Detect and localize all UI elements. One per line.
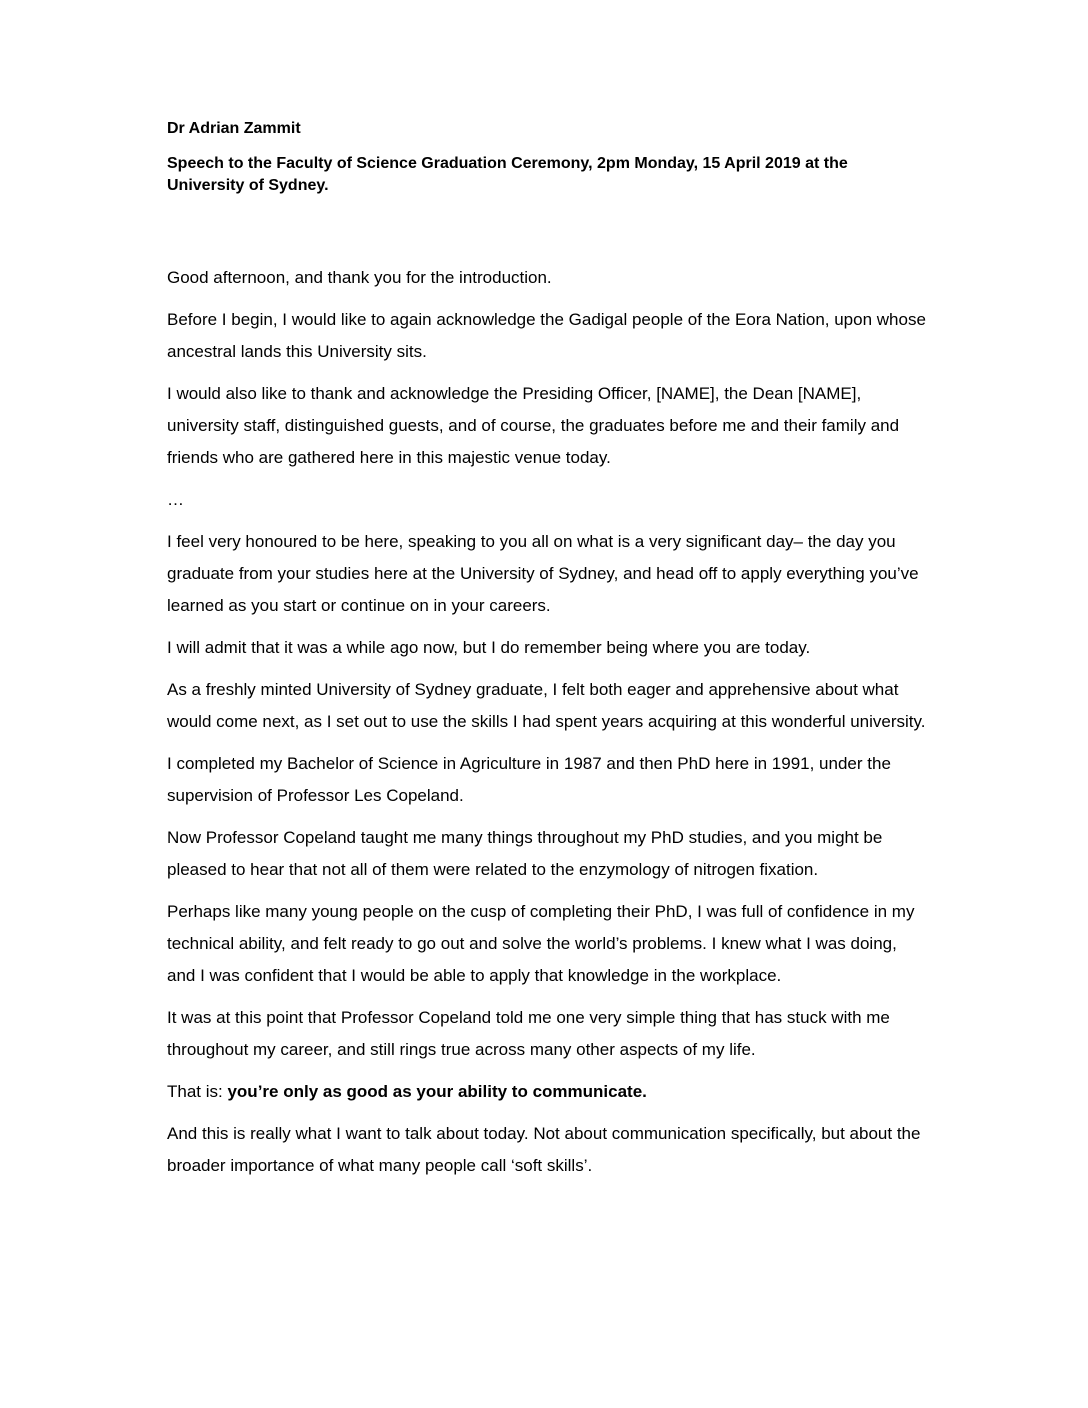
paragraph-ellipsis: …: [167, 490, 184, 509]
speech-title: Speech to the Faculty of Science Graduation Ceremony, 2pm Monday, 15 April 2019 at the University of Sydney.: [167, 155, 848, 194]
quote-prefix: That is:: [167, 1082, 228, 1101]
paragraph-degrees: I completed my Bachelor of Science in Agriculture in 1987 and then PhD here in 1991, under the supervision of Professor Les Copeland.: [167, 754, 891, 805]
paragraph-confidence: Perhaps like many young people on the cusp of completing their PhD, I was full of confidence in my technical ability, and felt ready to go out and solve the world’s problems. I knew what I was doing, and I was confident that I would be able to apply that knowledge in the workplace.: [167, 902, 915, 985]
quote-bold: you’re only as good as your ability to communicate.: [227, 1082, 647, 1101]
paragraph-acknowledgement: Before I begin, I would like to again acknowledge the Gadigal people of the Eora Nation, upon whose ancestral lands this University sits.: [167, 310, 926, 361]
paragraph-copeland: Now Professor Copeland taught me many things throughout my PhD studies, and you might be pleased to hear that not all of them were related to the enzymology of nitrogen fixation.: [167, 828, 883, 879]
paragraph-quote: [167, 1076, 927, 1108]
paragraph-graduate: As a freshly minted University of Sydney graduate, I felt both eager and apprehensive about what would come next, as I set out to use the skills I had spent years acquiring at this wonderful university.: [167, 680, 926, 731]
paragraph-advice: It was at this point that Professor Copeland told me one very simple thing that has stuck with me throughout my career, and still rings true across many other aspects of my life.: [167, 1008, 890, 1059]
paragraph-soft-skills: And this is really what I want to talk about today. Not about communication specifically, but about the broader importance of what many people call ‘soft skills’.: [167, 1124, 921, 1175]
paragraph-greeting: Good afternoon, and thank you for the introduction.: [167, 268, 552, 287]
paragraph-honoured: I feel very honoured to be here, speaking to you all on what is a very significant day– the day you graduate from your studies here at the University of Sydney, and head off to apply everything you’ve learned as you start or continue on in your careers.: [167, 532, 919, 615]
paragraph-thanks: I would also like to thank and acknowledge the Presiding Officer, [NAME], the Dean [NAME], university staff, distinguished guests, and of course, the graduates before me and their family and friends who are gathered here in this majestic venue today.: [167, 384, 900, 467]
paragraph-admit: I will admit that it was a while ago now, but I do remember being where you are today.: [167, 638, 811, 657]
author-name: Dr Adrian Zammit: [167, 120, 301, 137]
document-body: [167, 118, 927, 1192]
